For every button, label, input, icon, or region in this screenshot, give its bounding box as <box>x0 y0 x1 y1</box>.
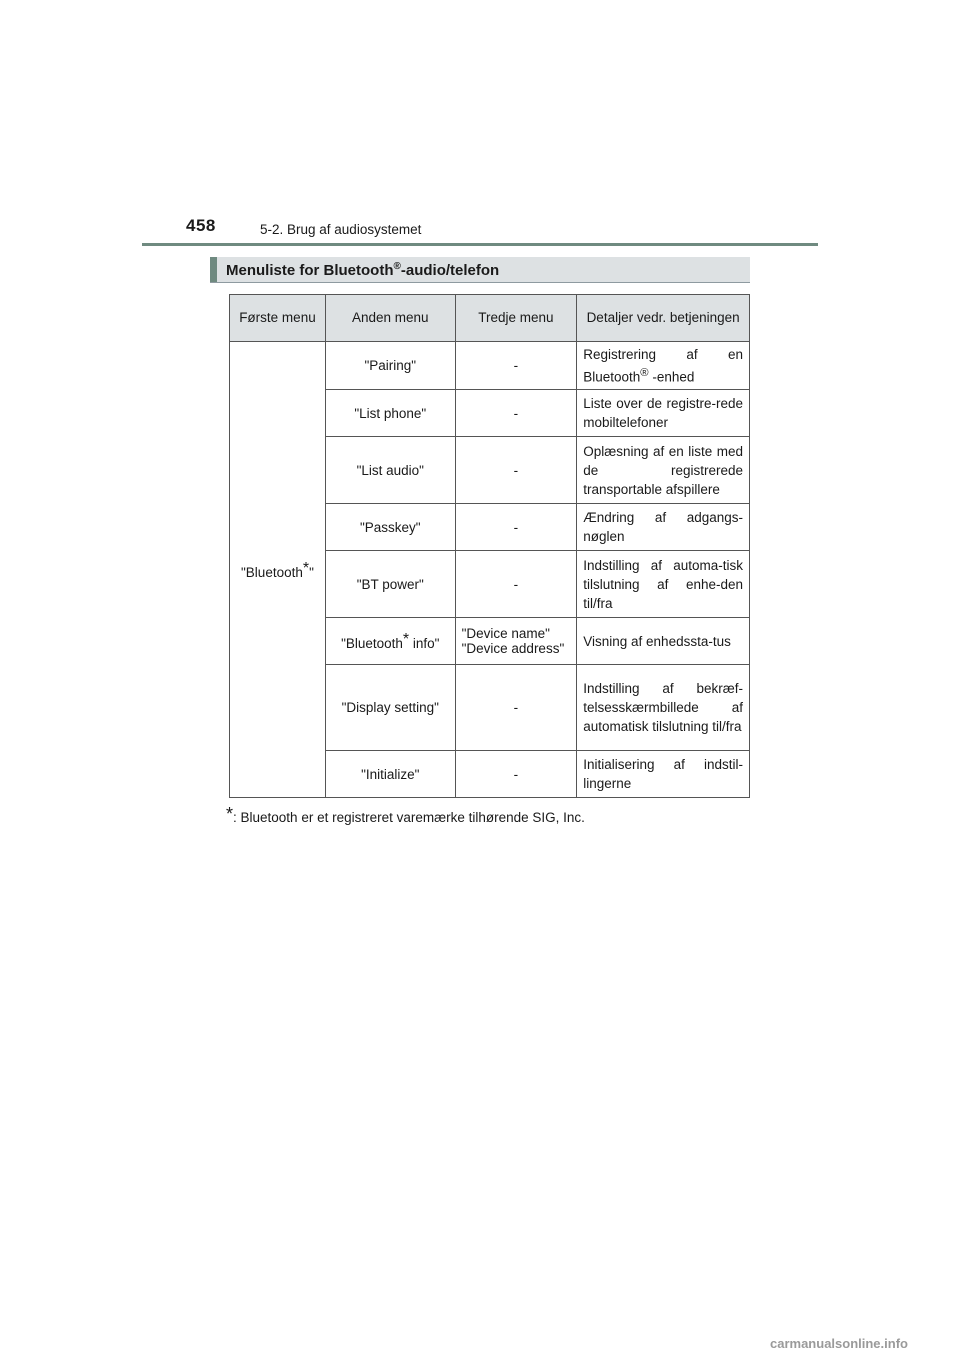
second-menu-cell <box>325 618 455 665</box>
footnote-star: * <box>302 559 310 577</box>
section-title: 5-2. Brug af audiosystemet <box>260 222 422 237</box>
third-menu-cell: - <box>455 551 577 618</box>
detail-cell: Ændring af adgangs-nøglen <box>577 504 750 551</box>
detail-cell: Visning af enhedssta-tus <box>577 618 750 665</box>
second-menu-text-suffix: info" <box>409 636 440 651</box>
footnote-star: * <box>226 804 234 824</box>
first-menu-quote: " <box>309 564 314 580</box>
third-menu-line: "Device name" <box>461 626 550 641</box>
header-third-menu: Tredje menu <box>455 295 577 342</box>
third-menu-cell: - <box>455 665 577 751</box>
detail-cell <box>577 342 750 390</box>
detail-text-suffix: -enhed <box>648 369 695 385</box>
detail-text: Registrering af en Bluetooth <box>583 346 743 385</box>
third-menu-cell: - <box>455 437 577 504</box>
header-second-menu: Anden menu <box>325 295 455 342</box>
title-text-suffix: -audio/telefon <box>400 262 500 279</box>
second-menu-cell: "Pairing" <box>325 342 455 390</box>
third-menu-cell: - <box>455 342 577 390</box>
table-title-bar <box>210 257 750 283</box>
title-text-main: Menuliste for Bluetooth <box>226 262 394 279</box>
detail-cell: Indstilling af automa-tisk tilslutning af enhe-den til/fra <box>577 551 750 618</box>
header-divider <box>142 243 818 246</box>
title-accent <box>210 257 217 282</box>
first-menu-text: "Bluetooth <box>241 564 303 580</box>
header-first-menu: Første menu <box>230 295 326 342</box>
footnote <box>226 804 585 825</box>
third-menu-cell: - <box>455 504 577 551</box>
first-menu-cell <box>230 342 326 798</box>
second-menu-cell: "Initialize" <box>325 751 455 798</box>
third-menu-line: "Device address" <box>461 641 565 656</box>
detail-cell: Indstilling af bekræf-telsesskærmbillede af automatisk tilslutning til/fra <box>577 665 750 751</box>
second-menu-cell: "BT power" <box>325 551 455 618</box>
footnote-text: : Bluetooth er et registreret varemærke tilhørende SIG, Inc. <box>233 810 585 825</box>
table-title <box>226 261 499 279</box>
third-menu-cell: - <box>455 390 577 437</box>
table-row <box>230 342 750 390</box>
second-menu-cell: "Passkey" <box>325 504 455 551</box>
footnote-star: * <box>402 631 410 648</box>
registered-mark: ® <box>640 366 649 379</box>
menu-table <box>229 294 750 798</box>
third-menu-cell: - <box>455 751 577 798</box>
detail-cell: Oplæsning af en liste med de registrerede transportable afspillere <box>577 437 750 504</box>
second-menu-cell: "List audio" <box>325 437 455 504</box>
header-details: Detaljer vedr. betjeningen <box>577 295 750 342</box>
second-menu-cell: "List phone" <box>325 390 455 437</box>
third-menu-cell <box>455 618 577 665</box>
registered-mark: ® <box>393 261 401 272</box>
watermark: carmanualsonline.info <box>770 1336 908 1351</box>
page-number: 458 <box>186 216 216 235</box>
second-menu-cell: "Display setting" <box>325 665 455 751</box>
table-header-row <box>230 295 750 342</box>
detail-cell: Initialisering af indstil-lingerne <box>577 751 750 798</box>
second-menu-text: "Bluetooth <box>341 636 403 651</box>
detail-cell: Liste over de registre-rede mobiltelefoner <box>577 390 750 437</box>
